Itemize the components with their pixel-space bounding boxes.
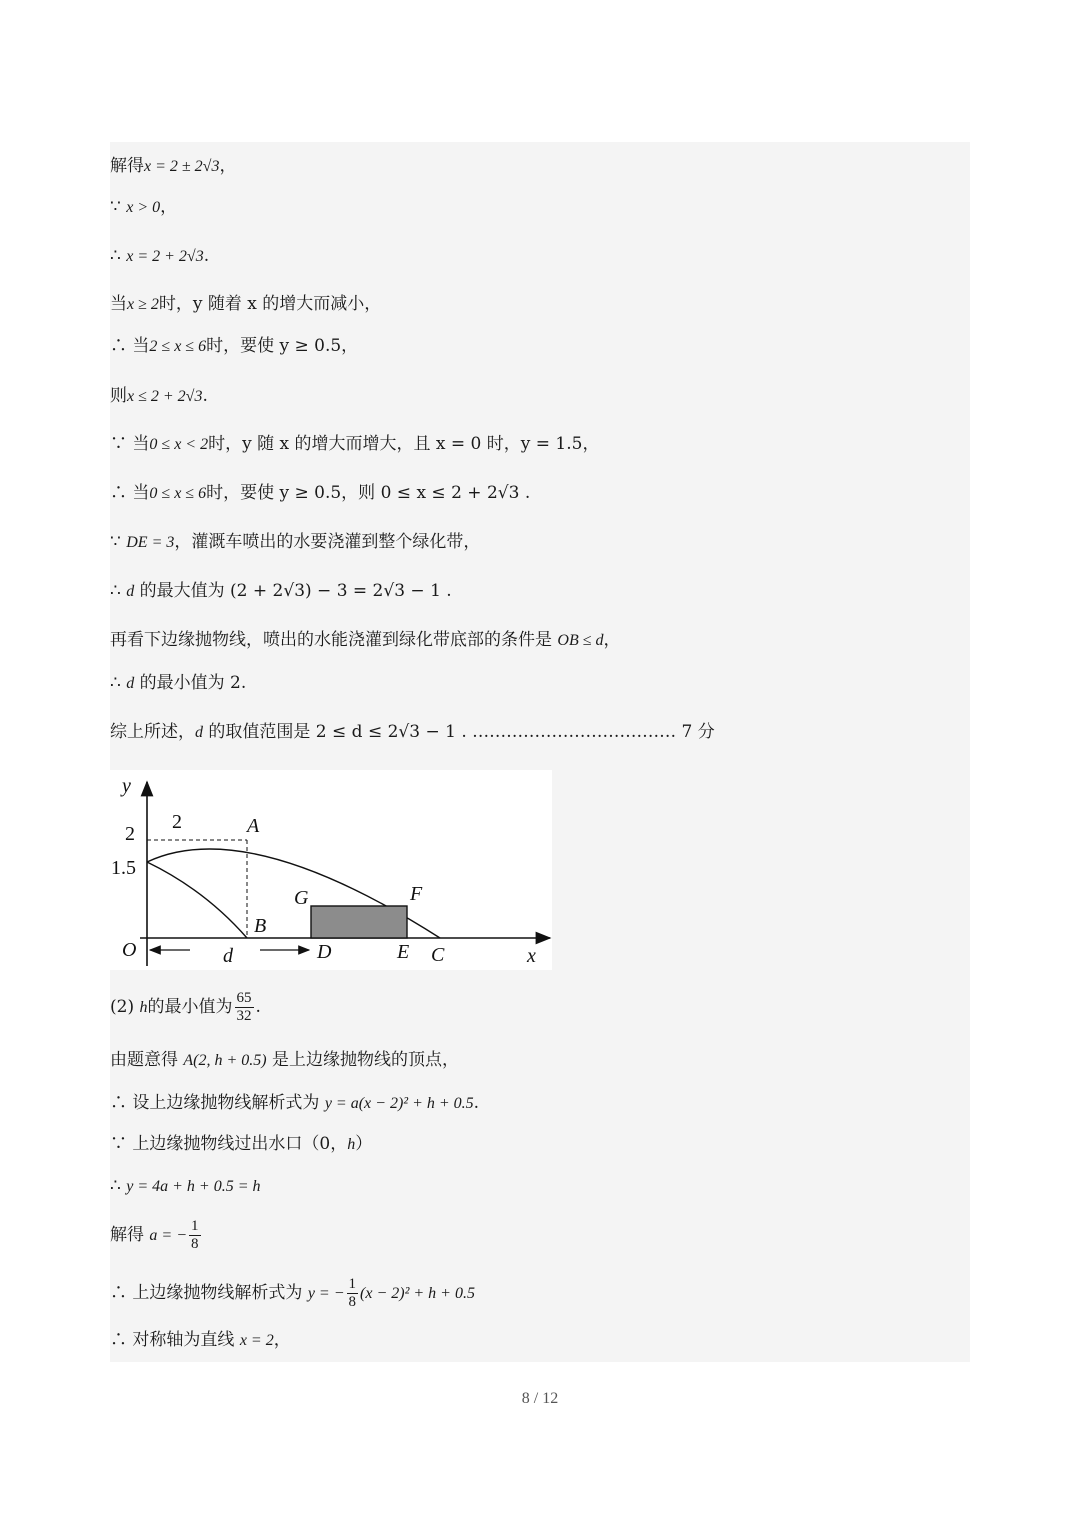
point-label-b: B [254, 915, 267, 937]
point-label-f: F [410, 883, 423, 905]
x-axis-label: x [527, 945, 536, 967]
solution-panel [110, 142, 970, 1362]
solution-line: ∵ x > 0， [110, 197, 178, 217]
origin-label: O [122, 939, 137, 961]
page-number: 8 / 12 [521, 1390, 559, 1407]
diagram-svg [110, 770, 552, 970]
dim-label-d: d [223, 945, 233, 967]
point-label-g: G [294, 887, 309, 909]
solution-line: ∴ x = 2 + 2√3. [110, 246, 210, 266]
solve-a-line: 解得 a = − $\frac{1}{8}$ [110, 1218, 199, 1252]
solution-line: 再看下边缘抛物线，喷出的水能浇灌到绿化带底部的条件是 OB ≤ d， [110, 630, 621, 650]
parabola-line: ∴ 上边缘抛物线解析式为 y = − $\frac{1}{8}$ (x − 2)² + h + 0.5 [110, 1276, 475, 1310]
dim-label-2: 2 [172, 811, 182, 833]
tick-label-2: 2 [125, 823, 135, 845]
solution-line: ∴ 当0 ≤ x ≤ 6时，要使 y ≥ 0.5，则 0 ≤ x ≤ 2 + 2√3 . [110, 483, 531, 503]
solution-line: ∴ 对称轴为直线 x = 2， [110, 1330, 291, 1350]
solution-line: ∴ 设上边缘抛物线解析式为 y = a(x − 2)² + h + 0.5. [110, 1093, 480, 1113]
solution-line: 综上所述，d 的取值范围是 2 ≤ d ≤ 2√3 − 1 . ……………………………… 7 分 [110, 722, 715, 742]
point-label-d: D [317, 941, 332, 963]
point-label-c: C [431, 944, 445, 966]
point-label-e: E [397, 941, 410, 963]
solution-line: ∴ 当2 ≤ x ≤ 6时，要使 y ≥ 0.5， [110, 336, 359, 356]
solution-line: 解得x = 2 ± 2√3， [110, 156, 237, 176]
fraction: $\frac{1}{8}$ [191, 1218, 199, 1252]
point-label-a: A [247, 815, 260, 837]
lower-parabola [147, 862, 247, 938]
solution-line: 当x ≥ 2时，y 随着 x 的增大而减小， [110, 294, 382, 314]
solution-line: 则x ≤ 2 + 2√3. [110, 386, 208, 406]
solution-line: ∵ DE = 3，灌溉车喷出的水要浇灌到整个绿化带， [110, 532, 481, 552]
fraction: $\frac{65}{32}$ [236, 990, 252, 1024]
tick-label-1-5: 1.5 [111, 857, 136, 879]
green-belt-rect [311, 906, 407, 938]
solution-line: ∴ d 的最小值为 2. [110, 673, 247, 693]
solution-line: 由题意得 A(2, h + 0.5) 是上边缘抛物线的顶点， [110, 1050, 460, 1070]
solution-line: ∵ 上边缘抛物线过出水口（0，h） [110, 1134, 373, 1154]
parabola-diagram [110, 770, 552, 970]
solution-line: ∴ y = 4a + h + 0.5 = h [110, 1176, 261, 1196]
fraction: $\frac{1}{8}$ [348, 1276, 357, 1310]
solution-line: ∴ d 的最大值为 (2 + 2√3) − 3 = 2√3 − 1 . [110, 581, 452, 601]
solution-line: ∵ 当0 ≤ x < 2时，y 随 x 的增大而增大，且 x = 0 时，y = 1.5， [110, 434, 600, 454]
y-axis-label: y [122, 775, 131, 797]
part2-intro: (2) h的最小值为 $\frac{65}{32}$ . [110, 990, 261, 1024]
